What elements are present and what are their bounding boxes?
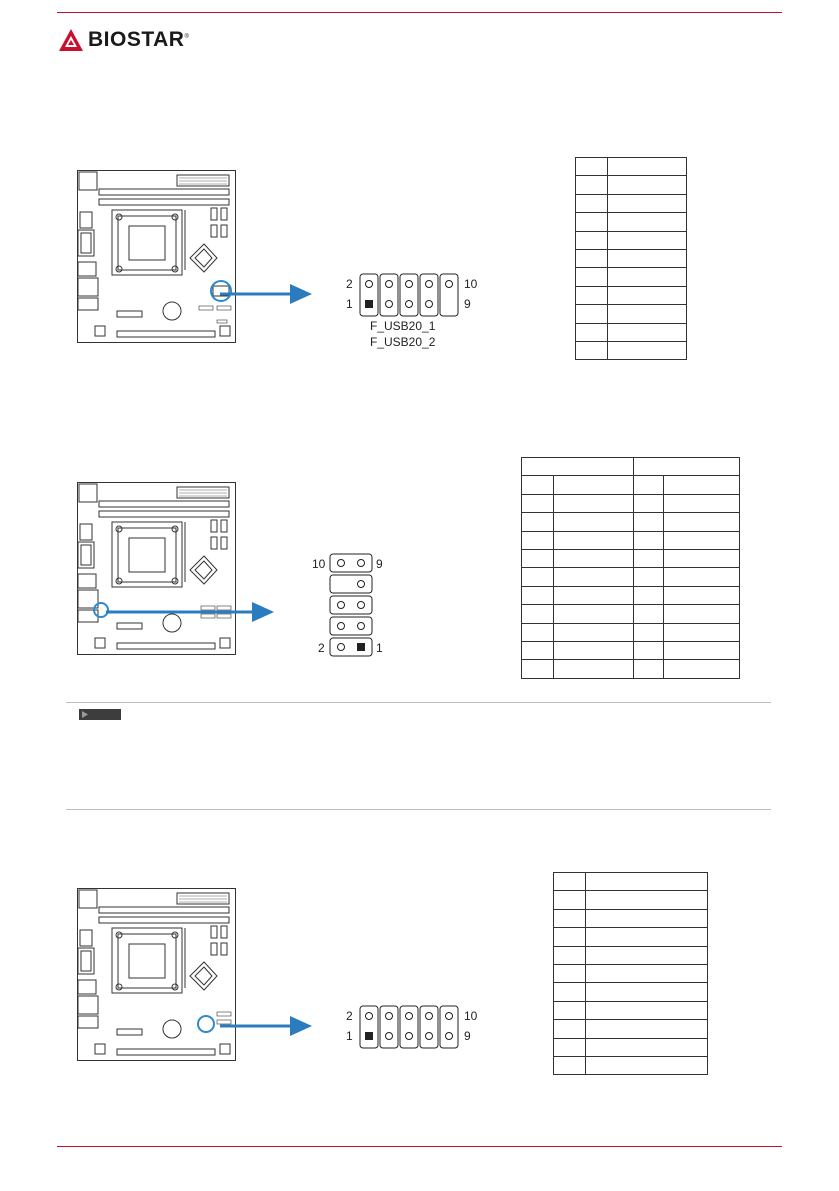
- header-label-f-usb20-2: F_USB20_2: [370, 335, 436, 349]
- pin-9-label: 9: [376, 557, 383, 571]
- note-top-rule: [66, 702, 771, 703]
- note-tag: [79, 709, 121, 720]
- motherboard-diagram-1: [77, 170, 237, 344]
- brand-logo: [58, 28, 189, 52]
- note-bottom-rule: [66, 809, 771, 810]
- bottom-rule: [57, 1146, 782, 1147]
- pin-2-label: 2: [318, 641, 325, 655]
- top-rule: [57, 12, 782, 13]
- pointer-arrow-2: [100, 600, 280, 626]
- pin-2-label: 2: [346, 277, 353, 291]
- pin-9-label: 9: [464, 1029, 471, 1043]
- usb-header-top-diagram: [340, 272, 490, 352]
- pin-table-bottom: [553, 872, 708, 1075]
- pin-2-label: 2: [346, 1009, 353, 1023]
- header-bottom-diagram: [340, 1004, 490, 1054]
- pointer-arrow-1: [200, 280, 325, 310]
- usb-header-vertical-diagram: [310, 552, 400, 662]
- pin-10-label: 10: [312, 557, 326, 571]
- biostar-logo-icon: [58, 28, 84, 52]
- pin-1-label: 1: [346, 297, 353, 311]
- pin-10-label: 10: [464, 1009, 478, 1023]
- motherboard-diagram-2: [77, 482, 237, 656]
- pin-10-label: 10: [464, 277, 478, 291]
- pin-1-label: 1: [346, 1029, 353, 1043]
- brand-name: BIOSTAR®: [88, 28, 190, 51]
- pin-table-middle: [521, 457, 740, 679]
- play-arrow-icon: [82, 711, 88, 718]
- pin-table-top: [575, 157, 687, 360]
- pointer-arrow-3: [200, 1012, 325, 1042]
- pin-1-label: 1: [376, 641, 383, 655]
- header-label-f-usb20-1: F_USB20_1: [370, 319, 436, 333]
- pin-9-label: 9: [464, 297, 471, 311]
